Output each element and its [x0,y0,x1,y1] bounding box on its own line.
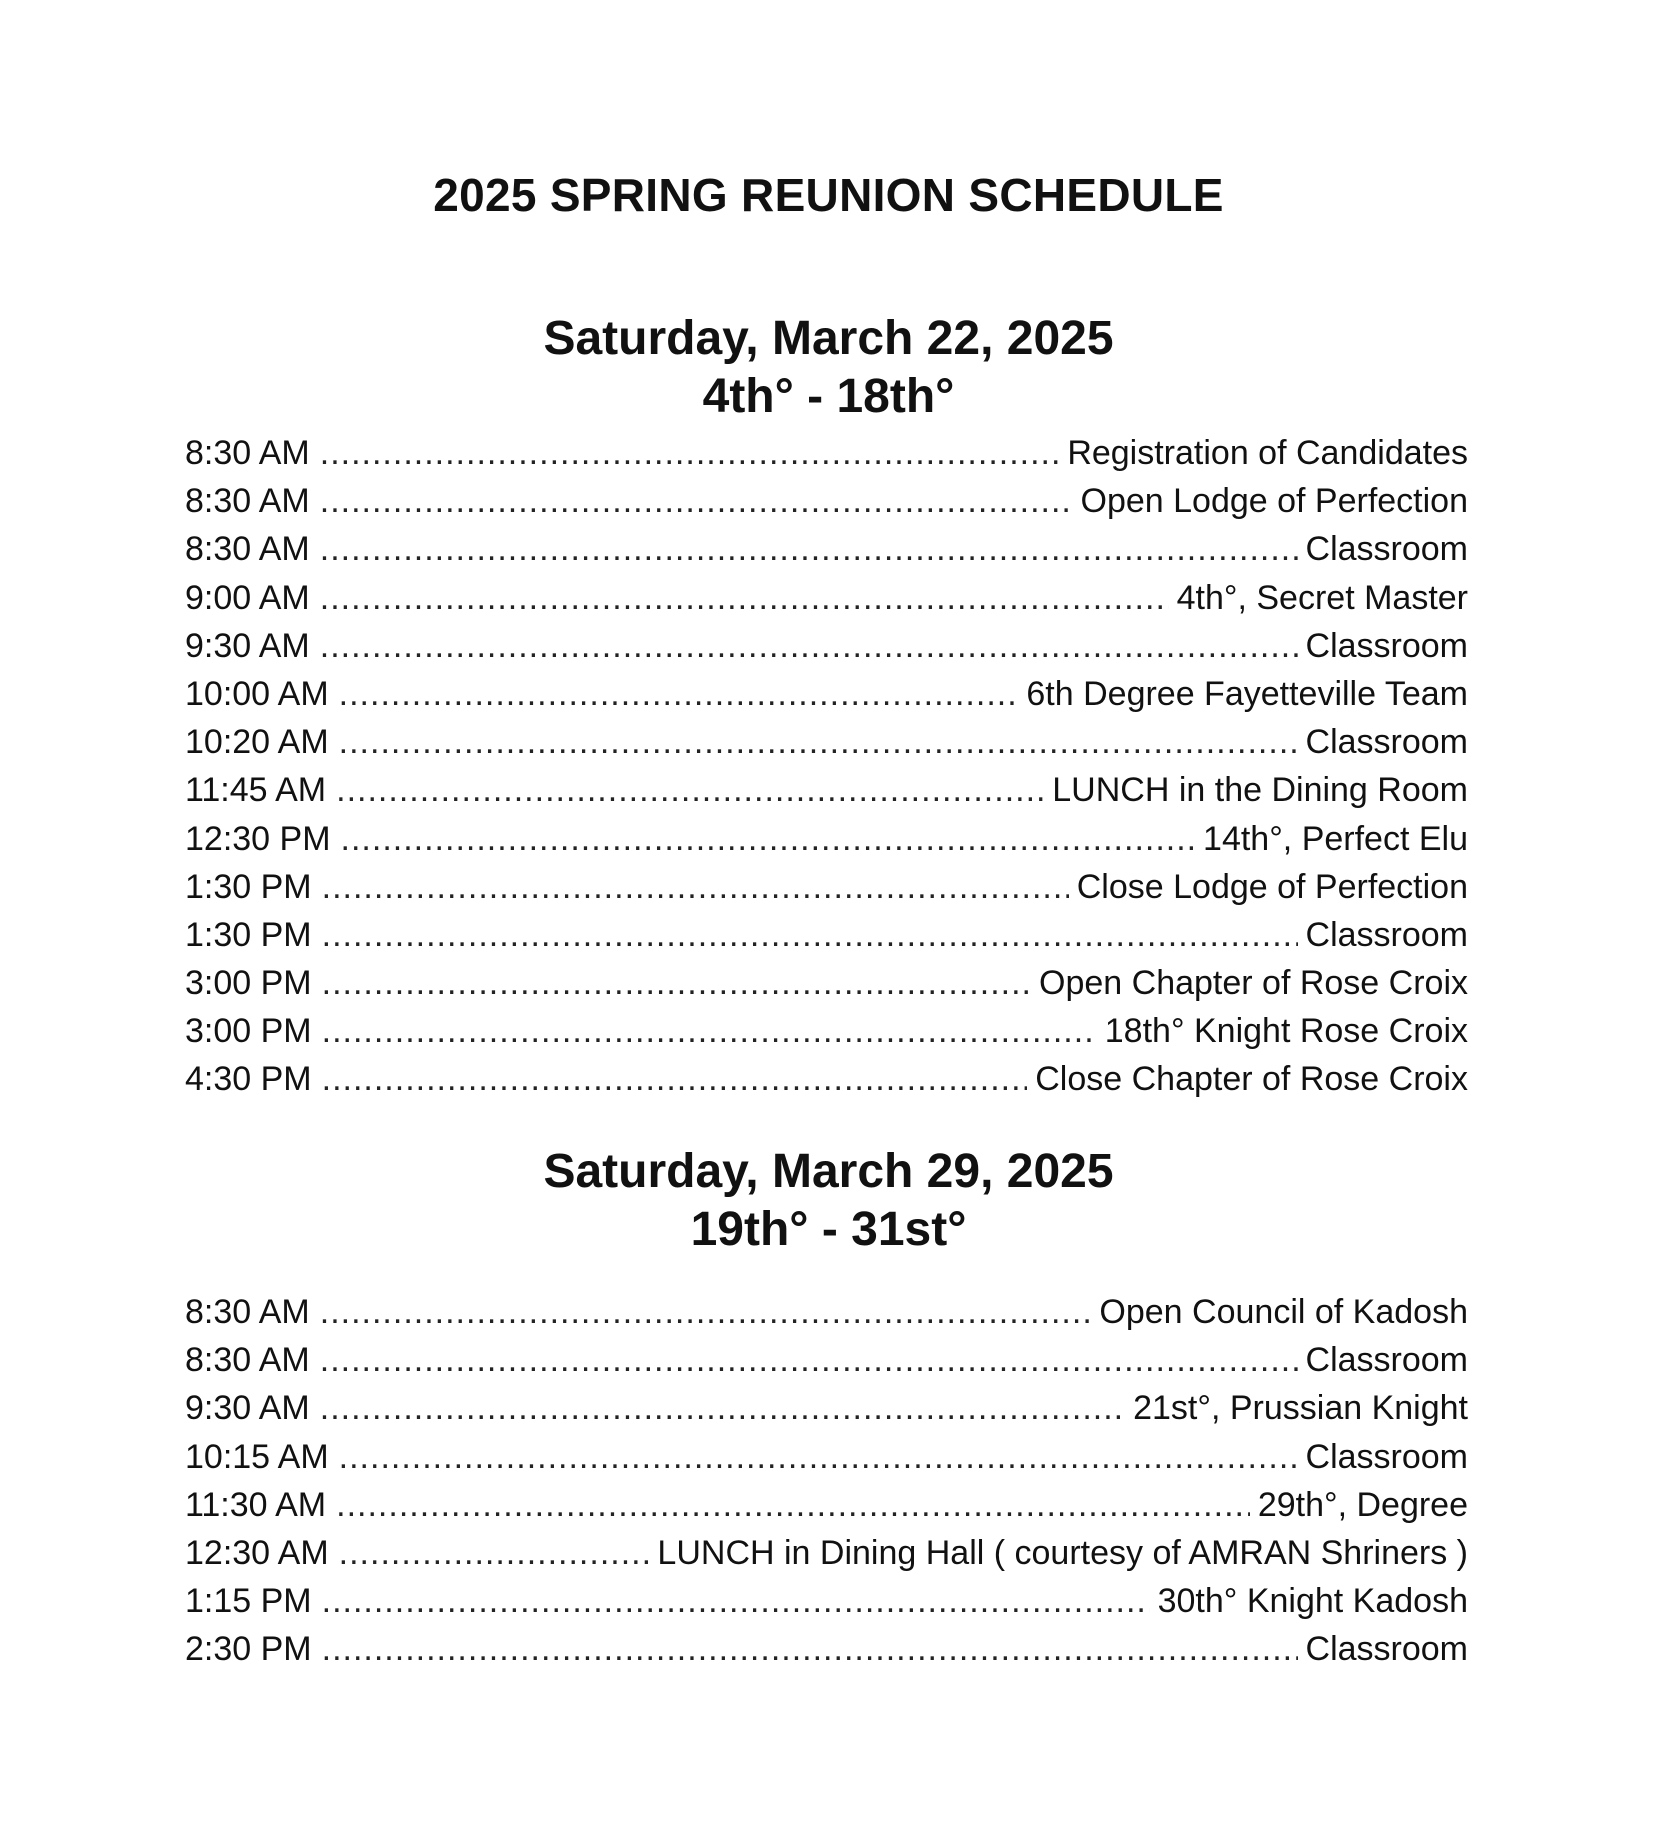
dot-leader [322,863,1069,911]
item-time: 12:30 AM [185,1533,329,1572]
dot-leader [320,477,1073,525]
dot-leader [322,1625,1298,1673]
item-time: 9:30 AM [185,1389,310,1428]
item-event: Classroom [1305,626,1468,665]
item-time: 9:30 AM [185,626,310,665]
item-time: 11:30 AM [185,1485,327,1524]
schedule-item [185,525,1468,573]
schedule-item [185,1384,1468,1432]
item-event: Classroom [1305,1437,1468,1476]
schedule-item [185,1529,1468,1577]
item-event: Open Council of Kadosh [1099,1293,1468,1331]
day-heading-1 [0,310,1657,426]
schedule-item [185,718,1468,766]
item-event: Classroom [1305,1341,1468,1380]
item-event: 29th°, Degree [1257,1485,1468,1524]
day-degrees: 4th° - 18th° [702,370,955,423]
dot-leader [336,1481,1250,1529]
item-time: 4:30 PM [185,1060,312,1099]
schedule-item [185,1055,1468,1103]
day-heading-2 [0,1143,1657,1259]
dot-leader [322,911,1298,959]
item-time: 8:30 AM [185,1341,310,1380]
item-time: 9:00 AM [185,578,310,617]
schedule-item [185,766,1468,814]
dot-leader [322,1007,1097,1055]
item-time: 1:15 PM [185,1582,312,1621]
dot-leader [322,1577,1150,1625]
item-event: Open Chapter of Rose Croix [1039,964,1468,1003]
item-event: Classroom [1305,915,1468,954]
item-event: 30th° Knight Kadosh [1157,1582,1468,1621]
item-time: 3:00 PM [185,1012,312,1051]
schedule-item [185,1481,1468,1529]
schedule-item [185,1007,1468,1055]
schedule-item [185,670,1468,718]
dot-leader [322,959,1031,1007]
item-time: 11:45 AM [185,771,327,810]
item-time: 3:00 PM [185,964,312,1003]
item-event: Open Lodge of Perfection [1080,482,1468,521]
schedule-item [185,815,1468,863]
item-event: 6th Degree Fayetteville Team [1026,674,1468,713]
schedule-item [185,622,1468,670]
item-event: Classroom [1305,530,1468,569]
schedule-list-day-1 [185,429,1468,1104]
item-time: 10:00 AM [185,674,329,713]
page-title: 2025 SPRING REUNION SCHEDULE [433,169,1224,221]
item-event: LUNCH in Dining Hall ( courtesy of AMRAN Shriners ) [657,1533,1468,1572]
item-time: 8:30 AM [185,1293,310,1331]
item-event: Close Chapter of Rose Croix [1035,1060,1468,1099]
day-degrees: 19th° - 31st° [690,1203,967,1256]
item-time: 1:30 PM [185,915,312,954]
item-event: 4th°, Secret Master [1176,578,1468,617]
schedule-item [185,477,1468,525]
item-event: Close Lodge of Perfection [1076,867,1468,906]
item-event: 21st°, Prussian Knight [1133,1389,1468,1428]
schedule-item [185,1433,1468,1481]
dot-leader [339,670,1019,718]
dot-leader [339,1433,1298,1481]
item-time: 12:30 PM [185,819,331,858]
item-event: 14th°, Perfect Elu [1203,819,1468,858]
dot-leader [320,622,1298,670]
dot-leader [320,574,1169,622]
item-time: 8:30 AM [185,434,310,472]
schedule-item [185,1577,1468,1625]
item-event: LUNCH in the Dining Room [1052,771,1468,810]
schedule-item [185,1336,1468,1384]
schedule-item [185,1288,1468,1336]
day-date: Saturday, March 29, 2025 [543,1145,1114,1198]
dot-leader [341,815,1196,863]
item-time: 10:15 AM [185,1437,329,1476]
item-event: Registration of Candidates [1067,434,1468,472]
dot-leader [320,1288,1092,1336]
dot-leader [320,1384,1125,1432]
schedule-list-day-2 [185,1288,1468,1674]
schedule-item [185,959,1468,1007]
schedule-item [185,863,1468,911]
dot-leader [322,1055,1028,1103]
item-time: 8:30 AM [185,482,310,521]
item-event: Classroom [1305,723,1468,762]
dot-leader [320,525,1298,573]
dot-leader [320,1336,1298,1384]
dot-leader [336,766,1044,814]
dot-leader [339,1529,650,1577]
item-event: 18th° Knight Rose Croix [1104,1012,1468,1051]
dot-leader [320,429,1060,477]
item-time: 10:20 AM [185,723,329,762]
schedule-item [185,911,1468,959]
day-date: Saturday, March 22, 2025 [543,312,1114,365]
schedule-item [185,574,1468,622]
schedule-item [185,1625,1468,1673]
schedule-item [185,429,1468,477]
item-time: 1:30 PM [185,867,312,906]
dot-leader [339,718,1298,766]
item-event: Classroom [1305,1630,1468,1669]
item-time: 8:30 AM [185,530,310,569]
item-time: 2:30 PM [185,1630,312,1669]
